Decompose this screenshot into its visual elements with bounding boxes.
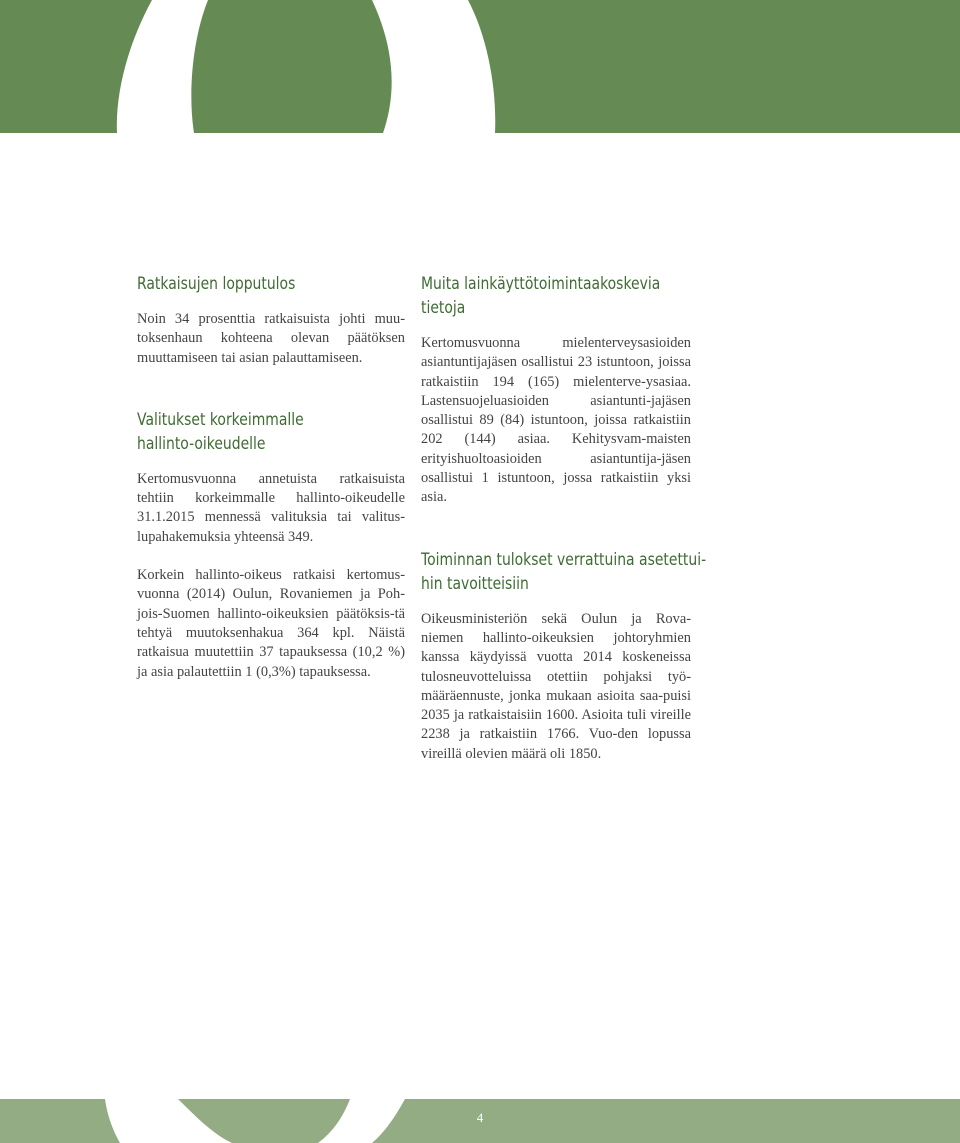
page-number: 4 bbox=[476, 1110, 484, 1125]
right-column bbox=[421, 272, 707, 764]
heading-toiminnan-tulokset bbox=[421, 548, 707, 596]
heading-line-1: Valitukset korkeimmalle bbox=[137, 409, 304, 430]
paragraph-muita-tietoja: Kertomusvuonna mielenterveysasioiden asiantuntijajäsen osallistui 23 istuntoon, joissa ratkaistiin 194 (165) mielenterve-ysasiaa. Lastensuojeluasioiden asiantunti-jajäsen osallistui 89 (84) istuntoon, joissa ratkaistiin 202 (144) asiaa. Kehitysvam-maisten erityishuoltoasioiden asiantuntija-jäsen osallistui 1 istuntoon, jossa ratkaistiin yksi asia. bbox=[421, 335, 691, 506]
paragraph-lopputulos: Noin 34 prosenttia ratkaisuista johti muu-toksenhaun kohteena olevan päätöksen muuttamiseen tai asian palauttamiseen. bbox=[137, 311, 405, 366]
heading-line-1: Muita lainkäyttötoimintaakoskevia bbox=[421, 274, 661, 294]
paragraph-toiminnan-tulokset: Oikeusministeriön sekä Oulun ja Rova-niemen hallinto-oikeuksien johtoryhmien kanssa käydyissä vuotta 2014 koskeneissa tulosneuvotteluissa otettiin pohjaksi työ-määräennuste, jonka mukaan asioita saa-puisi 2035 ja ratkaistaisiin 1600. Asioita tuli vireille 2238 ja ratkaistiin 1766. Vuo-den lopussa vireillä olevien määrä oli 1850. bbox=[421, 610, 691, 762]
heading-muita-tietoja bbox=[421, 272, 661, 320]
paragraph-valitukset-1: Kertomusvuonna annetuista ratkaisuista tehtiin korkeimmalle hallinto-oikeudelle 31.1.2015 mennessä valituksia tai valitus-lupahakemuksia yhteensä 349. bbox=[137, 470, 405, 545]
heading-line-2: hin tavoitteisiin bbox=[421, 573, 529, 594]
left-column bbox=[137, 272, 405, 682]
heading-line-2: tietoja bbox=[421, 298, 466, 318]
heading-line-2: hallinto-oikeudelle bbox=[137, 433, 266, 454]
top-decorative-band bbox=[0, 0, 960, 133]
heading-line-1: Toiminnan tulokset verrattuina asetettui- bbox=[421, 549, 707, 570]
heading-ratkaisujen-lopputulos bbox=[137, 272, 357, 296]
paragraph-valitukset-2: Korkein hallinto-oikeus ratkaisi kertomus-vuonna (2014) Oulun, Rovaniemen ja Poh-jois-Suomen hallinto-oikeuksien päätöksis-tä tehtyä muutoksenhakua 364 kpl. Näistä ratkaisua muutettiin 37 tapauksessa (10,2 %) ja asia palautettiin 1 (0,3%) tapauksessa. bbox=[137, 567, 405, 680]
heading-valitukset bbox=[137, 408, 357, 456]
heading-text: Ratkaisujen lopputulos bbox=[137, 274, 296, 294]
